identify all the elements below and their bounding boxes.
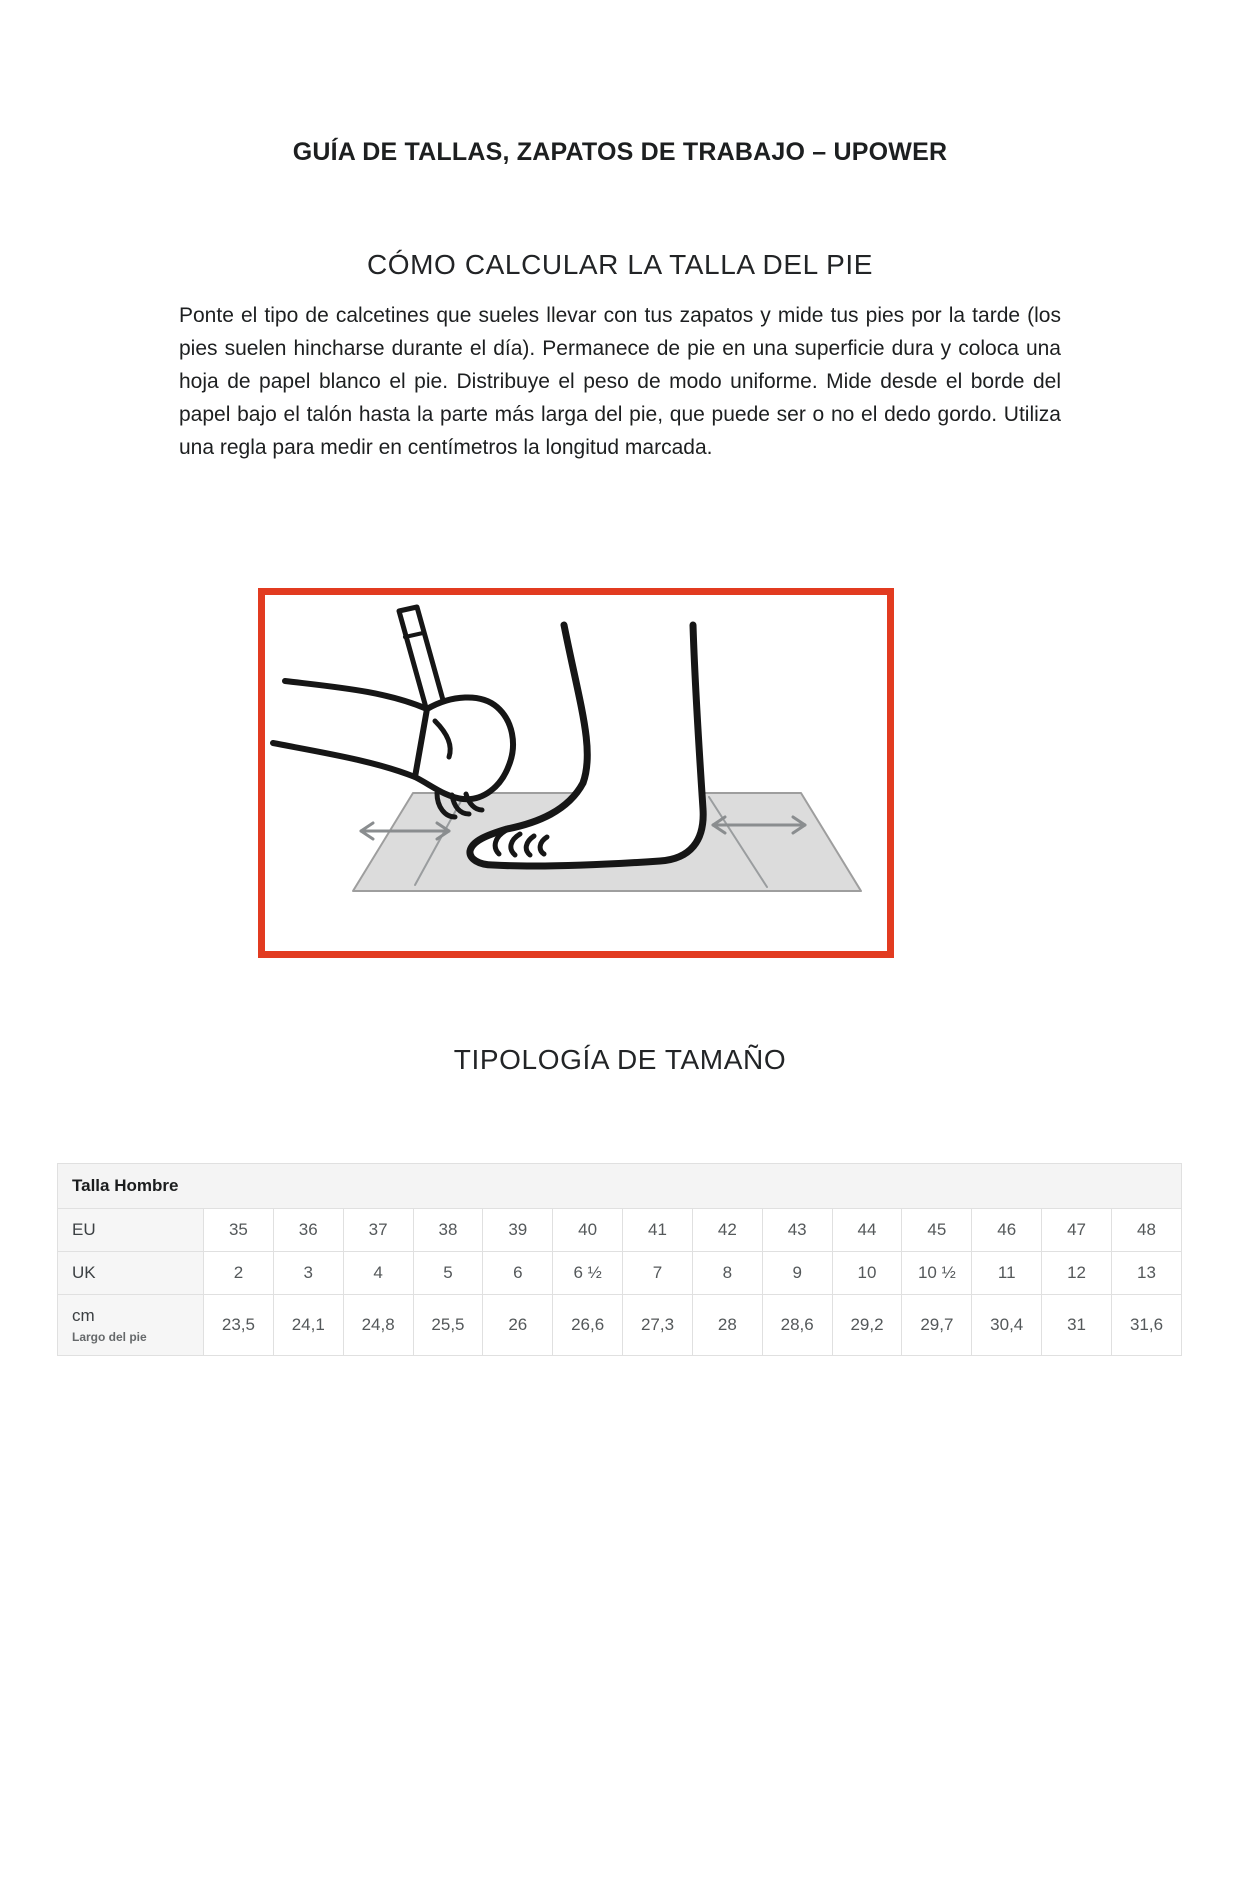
row-label-text: EU <box>72 1220 96 1239</box>
size-cell: 13 <box>1111 1252 1181 1295</box>
size-cell: 27,3 <box>623 1295 693 1356</box>
size-cell: 37 <box>343 1209 413 1252</box>
size-cell: 9 <box>762 1252 832 1295</box>
size-cell: 47 <box>1042 1209 1112 1252</box>
size-table-body <box>58 1209 1182 1356</box>
size-cell: 39 <box>483 1209 553 1252</box>
size-cell: 6 ½ <box>553 1252 623 1295</box>
row-label-uk <box>58 1252 204 1295</box>
size-cell: 23,5 <box>204 1295 274 1356</box>
size-cell: 31,6 <box>1111 1295 1181 1356</box>
size-cell: 35 <box>204 1209 274 1252</box>
size-cell: 29,7 <box>902 1295 972 1356</box>
size-cell: 6 <box>483 1252 553 1295</box>
table-row-eu <box>58 1209 1182 1252</box>
size-cell: 4 <box>343 1252 413 1295</box>
size-table <box>57 1163 1182 1356</box>
size-cell: 43 <box>762 1209 832 1252</box>
row-label-cm <box>58 1295 204 1356</box>
row-label-eu <box>58 1209 204 1252</box>
size-cell: 41 <box>623 1209 693 1252</box>
size-cell: 29,2 <box>832 1295 902 1356</box>
size-cell: 11 <box>972 1252 1042 1295</box>
foot-measure-illustration <box>265 595 887 951</box>
size-cell: 44 <box>832 1209 902 1252</box>
size-cell: 7 <box>623 1252 693 1295</box>
size-cell: 10 ½ <box>902 1252 972 1295</box>
size-cell: 36 <box>273 1209 343 1252</box>
size-cell: 28 <box>692 1295 762 1356</box>
document-page <box>0 138 1240 1892</box>
size-cell: 24,8 <box>343 1295 413 1356</box>
size-cell: 40 <box>553 1209 623 1252</box>
typology-heading: TIPOLOGÍA DE TAMAÑO <box>453 1044 787 1075</box>
size-cell: 45 <box>902 1209 972 1252</box>
size-cell: 31 <box>1042 1295 1112 1356</box>
table-row-cm <box>58 1295 1182 1356</box>
how-to-heading: CÓMO CALCULAR LA TALLA DEL PIE <box>366 249 874 280</box>
arm-lines <box>273 681 427 777</box>
size-cell: 48 <box>1111 1209 1181 1252</box>
size-cell: 2 <box>204 1252 274 1295</box>
table-row-uk <box>58 1252 1182 1295</box>
fist-outline <box>415 697 513 799</box>
measure-figure-red-frame <box>258 588 894 958</box>
size-table-title: Talla Hombre <box>58 1164 1182 1209</box>
row-sublabel-text: Largo del pie <box>72 1330 147 1344</box>
size-cell: 28,6 <box>762 1295 832 1356</box>
size-cell: 24,1 <box>273 1295 343 1356</box>
row-label-text: cm <box>72 1306 95 1325</box>
intro-paragraph: Ponte el tipo de calcetines que sueles llevar con tus zapatos y mide tus pies por la tarde (los pies suelen hincharse durante el día). Permanece de pie en una superficie dura y coloca una hoja de papel blanco el pie. Distribuye el peso de modo uniforme. Mide desde el borde del papel bajo el talón hasta la parte más larga del pie, que puede ser o no el dedo gordo. Utiliza una regla para medir en centímetros la longitud marcada. <box>179 304 1061 459</box>
size-cell: 25,5 <box>413 1295 483 1356</box>
hand-with-pencil <box>273 607 513 817</box>
size-cell: 8 <box>692 1252 762 1295</box>
row-label-text: UK <box>72 1263 96 1282</box>
size-cell: 12 <box>1042 1252 1112 1295</box>
size-cell: 38 <box>413 1209 483 1252</box>
size-cell: 5 <box>413 1252 483 1295</box>
size-cell: 10 <box>832 1252 902 1295</box>
size-cell: 46 <box>972 1209 1042 1252</box>
table-header-row <box>58 1164 1182 1209</box>
size-cell: 42 <box>692 1209 762 1252</box>
size-cell: 26,6 <box>553 1295 623 1356</box>
size-cell: 26 <box>483 1295 553 1356</box>
size-cell: 3 <box>273 1252 343 1295</box>
page-title: GUÍA DE TALLAS, ZAPATOS DE TRABAJO – UPOWER <box>292 138 948 166</box>
size-cell: 30,4 <box>972 1295 1042 1356</box>
